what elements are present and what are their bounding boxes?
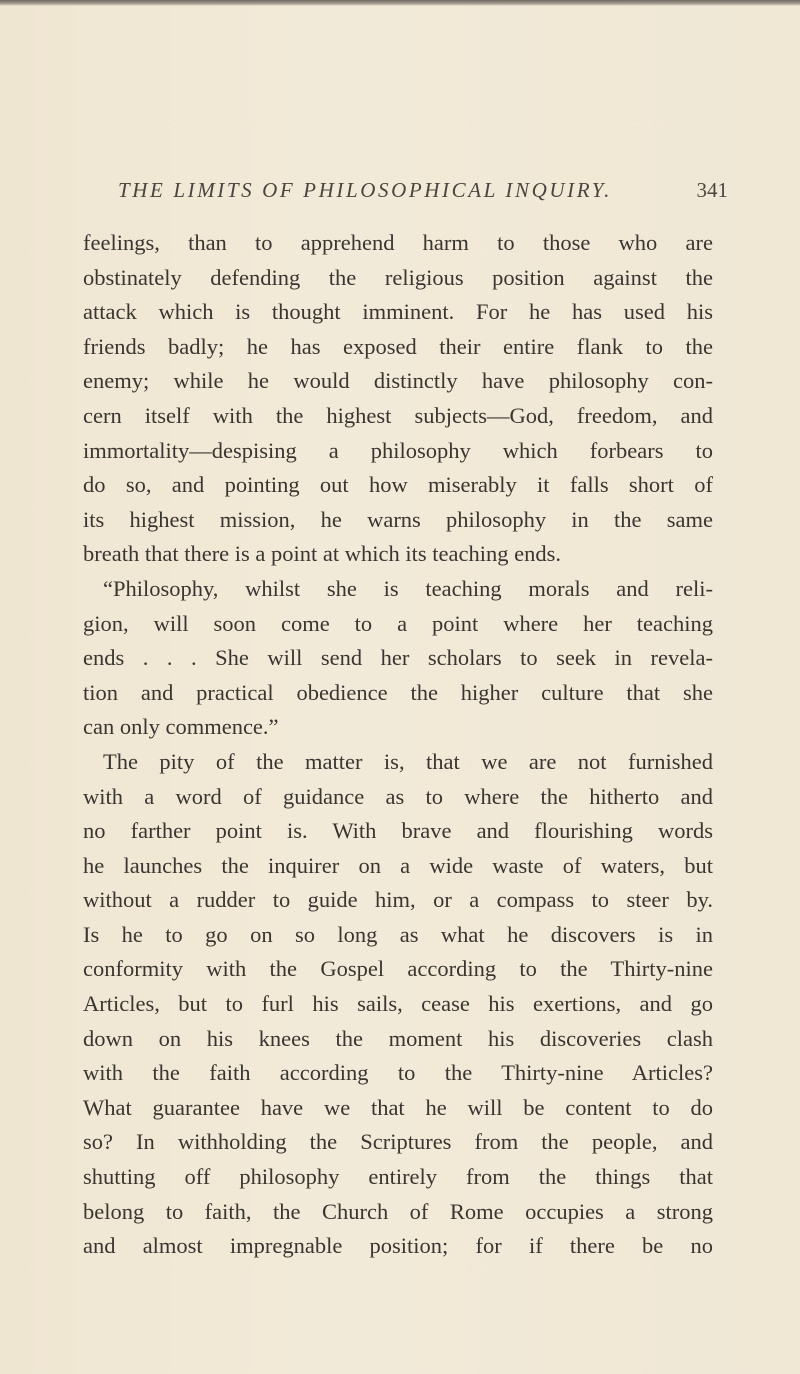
text-line: conformity with the Gospel according to the Thirty-nine (83, 956, 713, 982)
text-line: Is he to go on so long as what he discovers is in (83, 921, 713, 947)
text-line: The pity of the matter is, that we are not furnished (103, 748, 713, 774)
quote-line: can only commence.” (83, 714, 279, 740)
text-line: belong to faith, the Church of Rome occupies a strong (83, 1198, 713, 1224)
text-line: he launches the inquirer on a wide waste of waters, but (83, 852, 713, 878)
text-line: attack which is thought imminent. For he has used his (83, 299, 713, 325)
text-line: and almost impregnable position; for if there be no (83, 1233, 713, 1259)
text-line: feelings, than to apprehend harm to those who are (83, 230, 713, 255)
text-line: immortality—despising a philosophy which forbears to (83, 437, 713, 463)
text-line: breath that there is a point at which its teaching ends. (83, 541, 561, 567)
quote-line: ends . . . She will send her scholars to seek in revela- (83, 645, 713, 671)
text-line: with a word of guidance as to where the hitherto and (83, 783, 713, 809)
text-line: so? In withholding the Scriptures from the people, and (83, 1129, 713, 1155)
text-line: What guarantee have we that he will be content to do (83, 1094, 713, 1120)
text-line: no farther point is. With brave and flourishing words (83, 818, 713, 844)
page-top-edge (0, 0, 800, 6)
text-line: obstinately defending the religious position against the (83, 264, 713, 290)
quote-line: tion and practical obedience the higher culture that she (83, 679, 713, 705)
running-title: THE LIMITS OF PHILOSOPHICAL INQUIRY. (118, 178, 612, 202)
body-text (83, 226, 713, 1264)
text-line: cern itself with the highest subjects—God, freedom, and (83, 402, 713, 428)
quote-line: “Philosophy, whilst she is teaching morals and reli- (103, 575, 713, 601)
text-line: Articles, but to furl his sails, cease his exertions, and go (83, 991, 713, 1017)
quote-line: gion, will soon come to a point where her teaching (83, 610, 713, 636)
text-line: enemy; while he would distinctly have philosophy con- (83, 368, 713, 394)
text-line: friends badly; he has exposed their entire flank to the (83, 333, 713, 359)
text-line: do so, and pointing out how miserably it falls short of (83, 472, 713, 498)
page-number: 341 (696, 178, 728, 202)
running-head (118, 178, 728, 208)
text-line: down on his knees the moment his discoveries clash (83, 1025, 713, 1051)
text-line: without a rudder to guide him, or a compass to steer by. (83, 887, 713, 913)
text-line: its highest mission, he warns philosophy in the same (83, 506, 713, 532)
text-line: with the faith according to the Thirty-nine Articles? (83, 1060, 713, 1086)
text-line: shutting off philosophy entirely from the things that (83, 1164, 713, 1190)
